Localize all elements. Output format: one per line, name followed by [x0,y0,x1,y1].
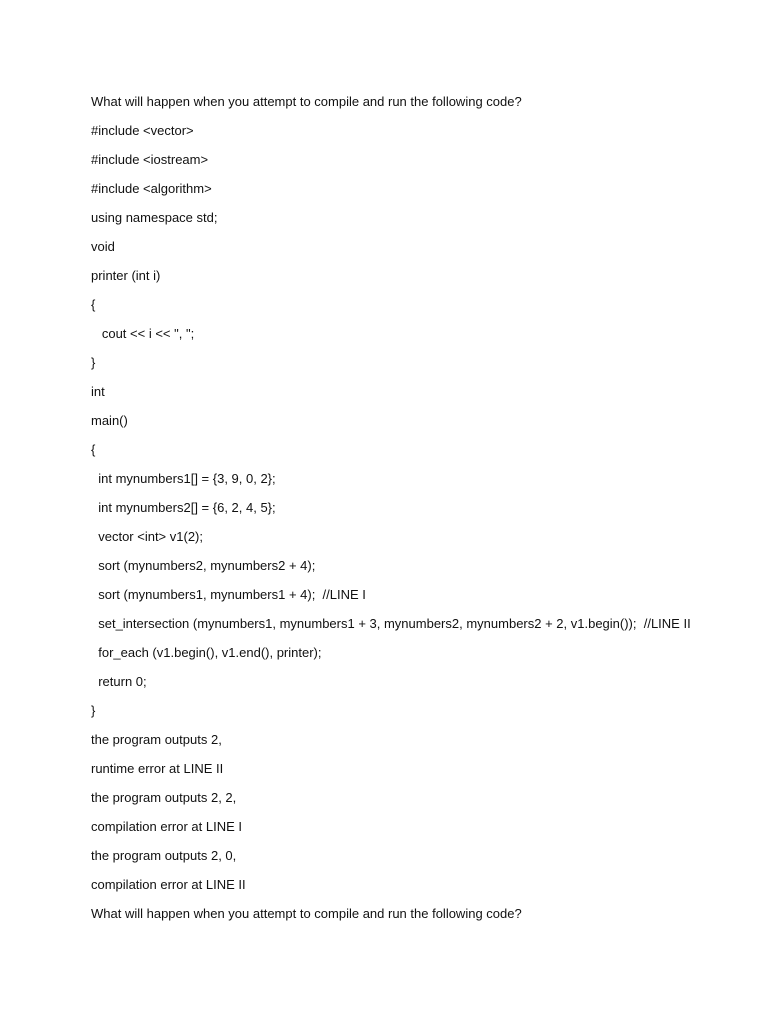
code-line: int mynumbers2[] = {6, 2, 4, 5}; [91,500,276,515]
code-line: set_intersection (mynumbers1, mynumbers1 + 3, mynumbers2, mynumbers2 + 2, v1.begin()); //LINE II [91,616,691,631]
question-text: What will happen when you attempt to compile and run the following code? [91,906,522,921]
code-line: for_each (v1.begin(), v1.end(), printer); [91,645,322,660]
code-line: } [91,703,96,718]
code-line: void [91,239,115,254]
answer-option: runtime error at LINE II [91,761,224,776]
answer-option: the program outputs 2, 0, [91,848,237,863]
code-line: { [91,442,96,457]
code-line: sort (mynumbers1, mynumbers1 + 4); //LINE I [91,587,366,602]
answer-option: compilation error at LINE I [91,819,243,834]
code-line: vector <int> v1(2); [91,529,203,544]
code-line: int [91,384,105,399]
code-line: #include <algorithm> [91,181,212,196]
code-line: #include <iostream> [91,152,209,167]
document-body [91,92,741,933]
code-line: sort (mynumbers2, mynumbers2 + 4); [91,558,316,573]
code-line: #include <vector> [91,123,194,138]
answer-option: compilation error at LINE II [91,877,246,892]
code-line: return 0; [91,674,147,689]
answer-option: the program outputs 2, 2, [91,790,237,805]
code-line: main() [91,413,128,428]
code-line: int mynumbers1[] = {3, 9, 0, 2}; [91,471,276,486]
question-text: What will happen when you attempt to compile and run the following code? [91,94,522,109]
code-line: { [91,297,96,312]
code-line: printer (int i) [91,268,161,283]
answer-option: the program outputs 2, [91,732,222,747]
code-line: using namespace std; [91,210,218,225]
code-line: } [91,355,96,370]
code-line: cout << i << ", "; [91,326,195,341]
